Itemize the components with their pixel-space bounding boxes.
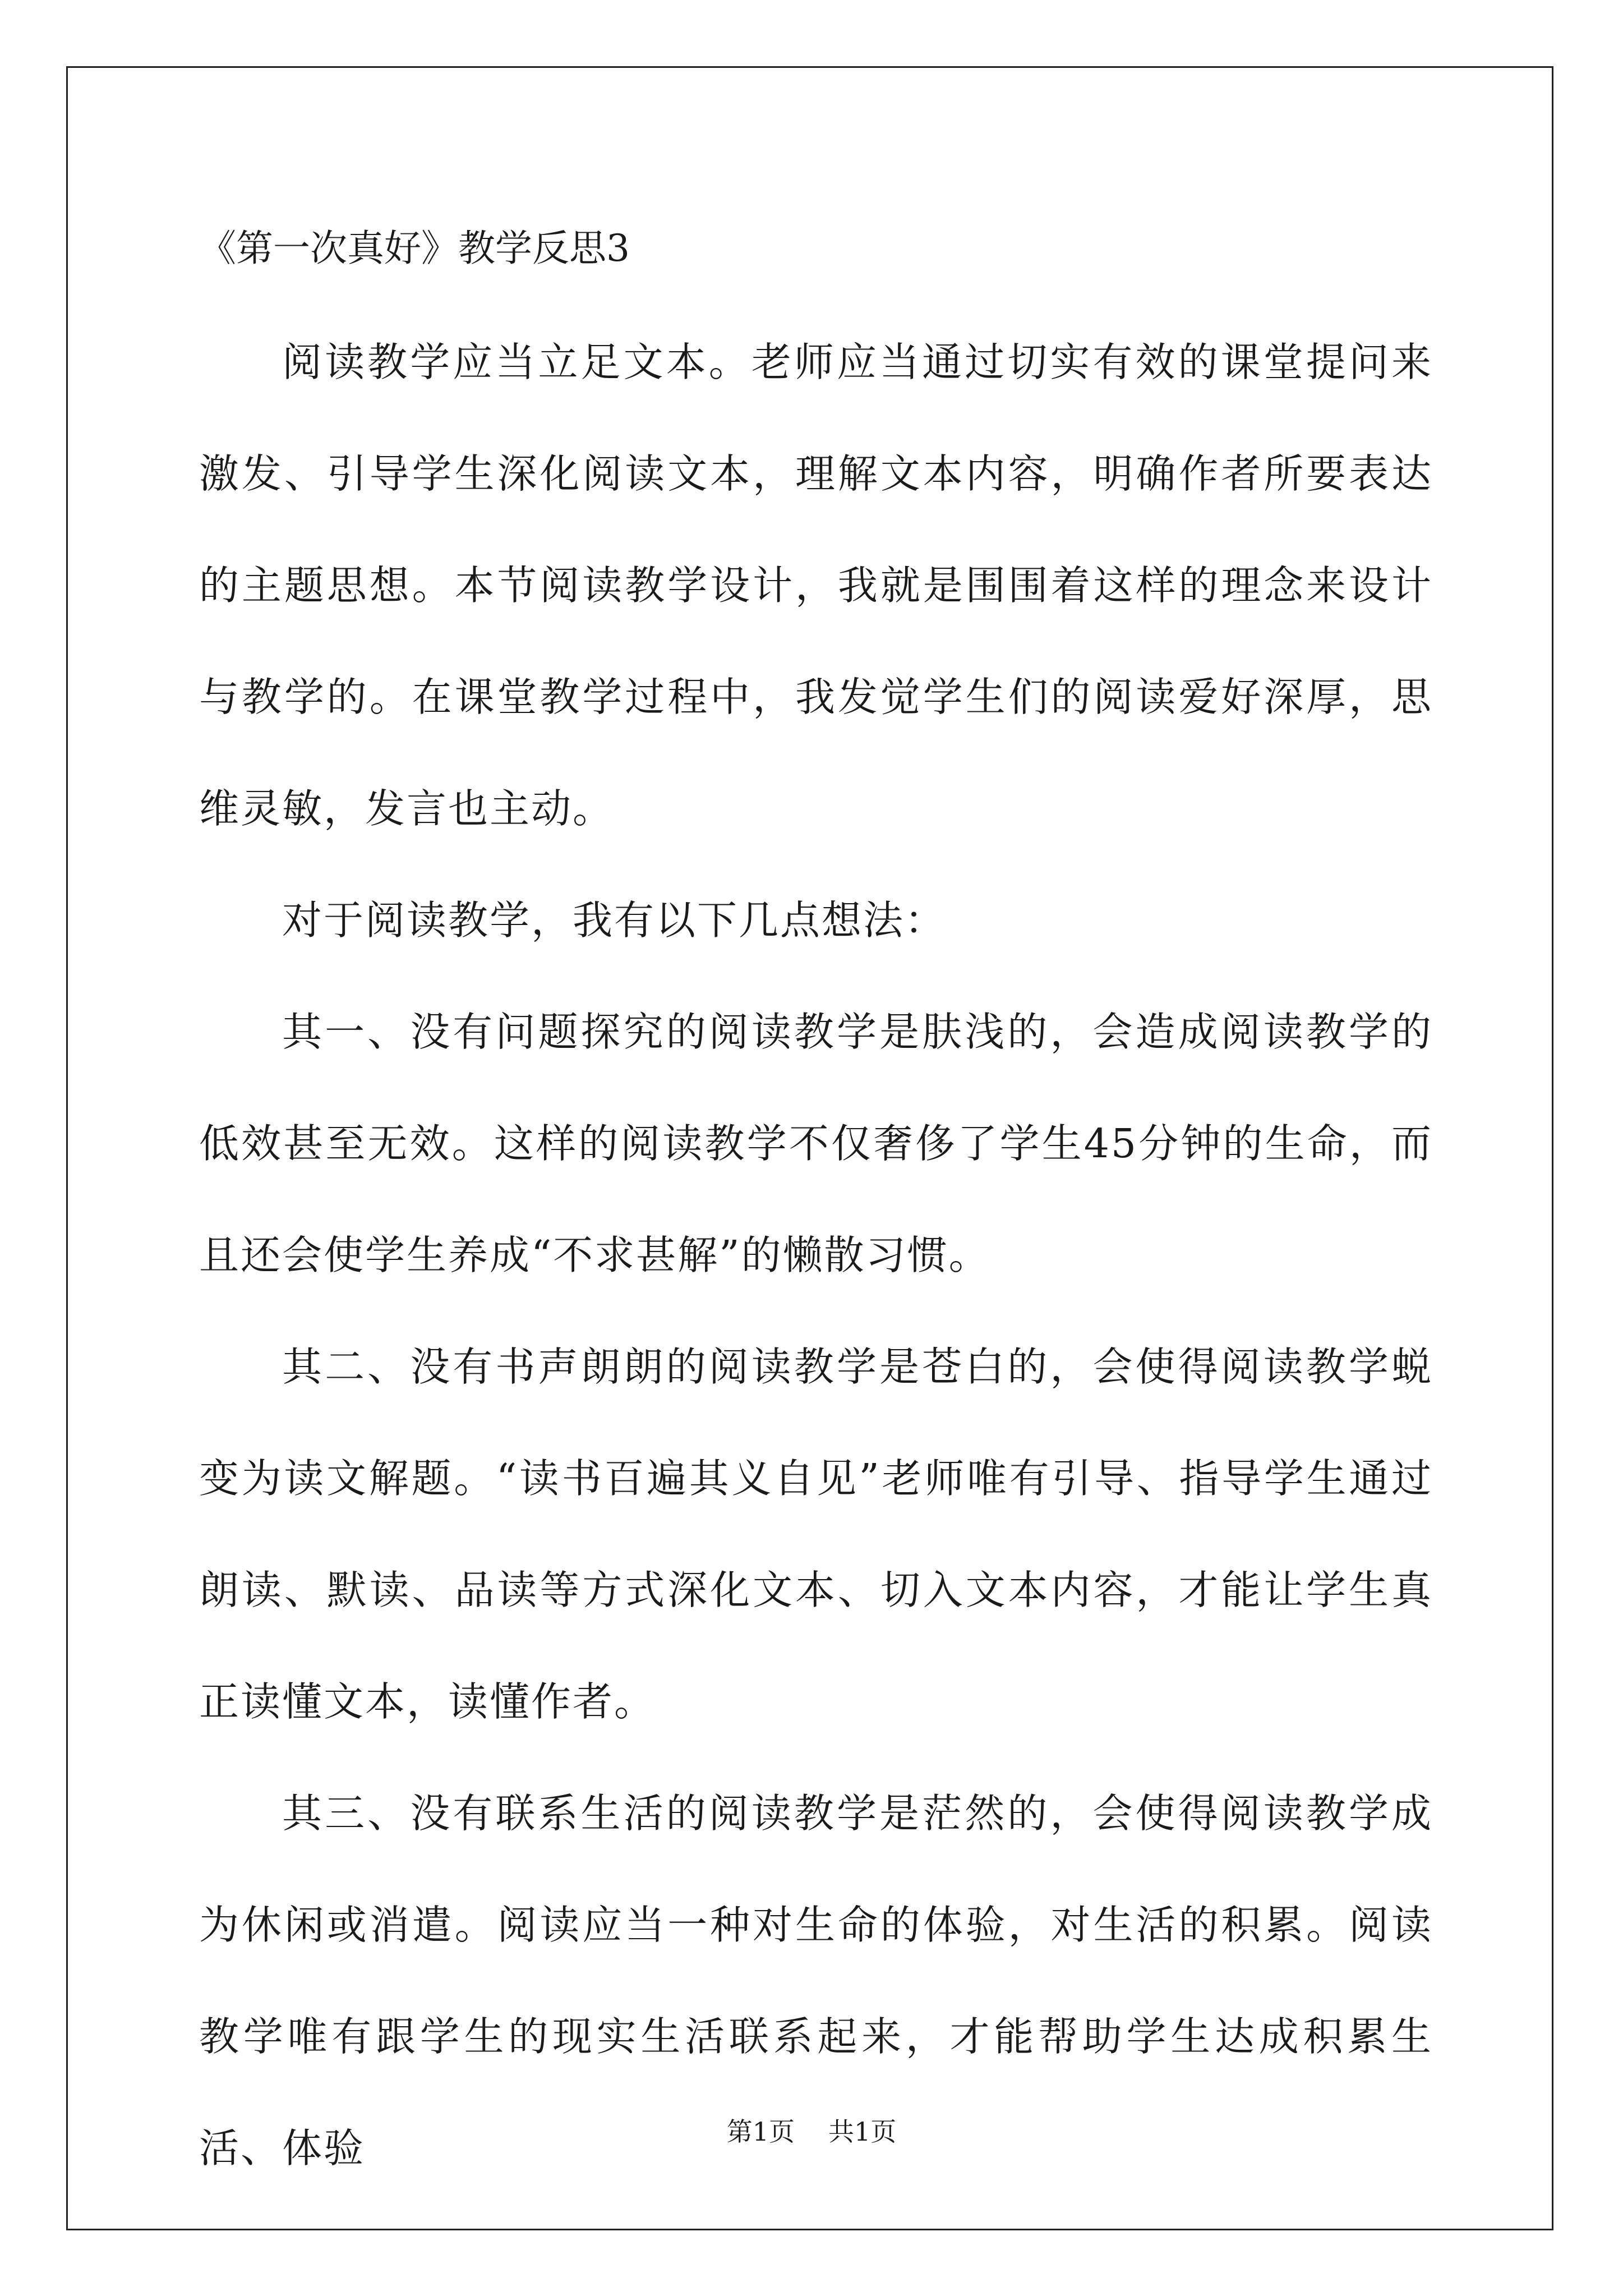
paragraph-2: 对于阅读教学，我有以下几点想法： [282,897,947,944]
paragraph-1: 阅读教学应当立足文本。老师应当通过切实有效的课堂提问来激发、引导学生深化阅读文本，理解文本内容，明确作者所要表达的主题思想。本节阅读教学设计，我就是围围着这样的理念来设计与教学的。在课堂教学过程中，我发觉学生们的阅读爱好深厚，思维灵敏，发言也主动。 [199,339,1433,832]
page-footer [0,2115,1623,2148]
page-number-current: 第1页 [726,2116,795,2147]
document-title: 《第一次真好》教学反思3 [199,227,630,270]
page-number-total: 共1页 [828,2116,897,2147]
paragraph-list [199,306,1433,2204]
document-body [199,222,1433,2204]
paragraph-4: 其二、没有书声朗朗的阅读教学是苍白的，会使得阅读教学蜕变为读文解题。“读书百遍其义自见”老师唯有引导、指导学生通过朗读、默读、品读等方式深化文本、切入文本内容，才能让学生真正读懂文本，读懂作者。 [199,1343,1433,1725]
paragraph-5: 其三、没有联系生活的阅读教学是茫然的，会使得阅读教学成为休闲或消遣。阅读应当一种对生命的体验，对生活的积累。阅读教学唯有跟学生的现实生活联系起来，才能帮助学生达成积累生活、体验 [199,1790,1433,2171]
paragraph-3: 其一、没有问题探究的阅读教学是肤浅的，会造成阅读教学的低效甚至无效。这样的阅读教学不仅奢侈了学生45分钟的生命，而且还会使学生养成“不求甚解”的懒散习惯。 [199,1009,1433,1278]
